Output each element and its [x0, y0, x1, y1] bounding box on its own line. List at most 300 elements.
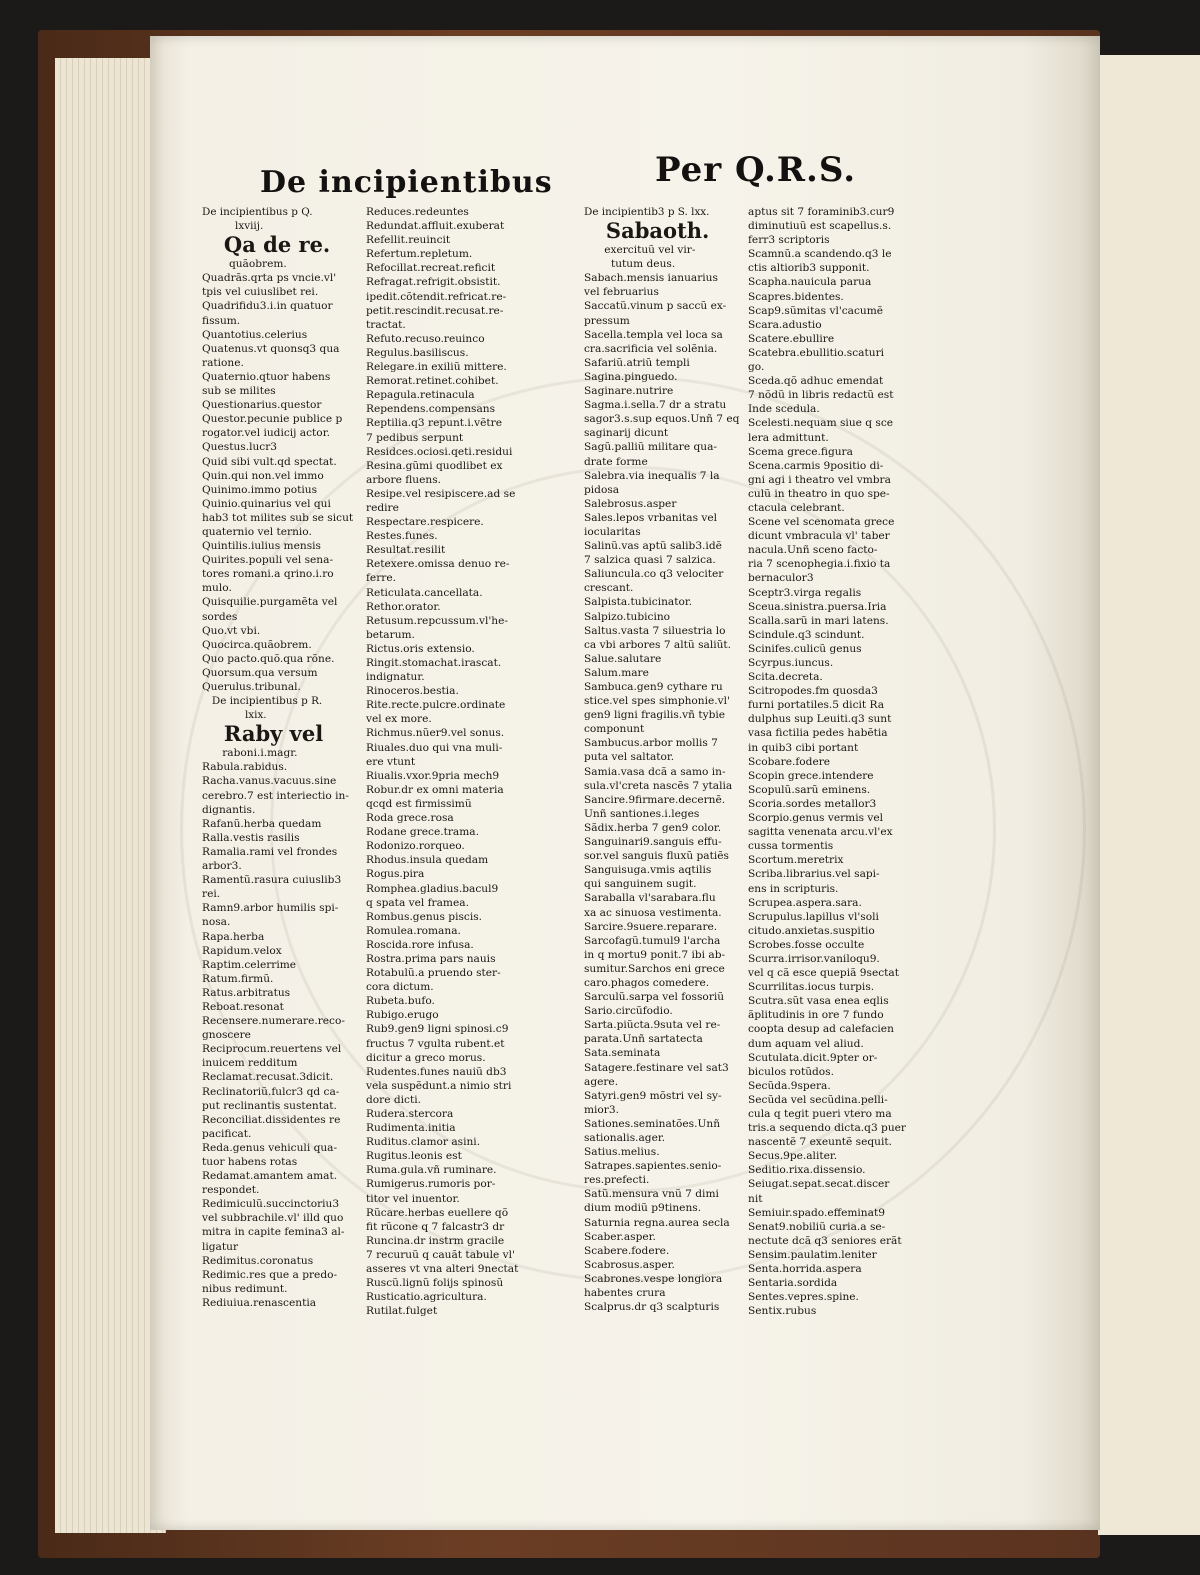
- entry-line: Rependens.compensans: [366, 403, 496, 416]
- entry-line: Residces.ociosi.qeti.residui: [366, 445, 513, 458]
- entry-line: betarum.: [366, 628, 415, 641]
- entry-line: Satyri.gen9 mõstri vel sy-: [584, 1089, 722, 1102]
- entry-line: Saraballa vl'sarabara.flu: [584, 892, 716, 905]
- entry-line: Sarta.piũcta.9suta vel re-: [584, 1019, 721, 1032]
- entry-line: ctis altiorib3 supponit.: [748, 262, 870, 275]
- entry-line: Saccatũ.vinum p saccũ ex-: [584, 300, 727, 313]
- entry-line: vela suspẽdunt.a nimio stri: [366, 1079, 512, 1092]
- entry-line: Quintilis.iulius mensis: [202, 540, 321, 553]
- text-column-1: [202, 205, 367, 1310]
- entry-line: Scapha.nauicula parua: [748, 276, 872, 289]
- entry-line: mulo.: [202, 582, 232, 595]
- entry-line: lxix.: [202, 709, 267, 722]
- entry-line: De incipientibus p Q.: [202, 206, 313, 218]
- entry-line: Scabere.fodere.: [584, 1244, 670, 1257]
- entry-line: dignantis.: [202, 803, 256, 816]
- entry-line: mior3.: [584, 1103, 619, 1116]
- entry-line: Raptim.celerrime: [202, 958, 297, 971]
- entry-line: dore dicti.: [366, 1093, 421, 1106]
- entry-line: mitra in capite femina3 al-: [202, 1226, 345, 1239]
- entry-line: cra.sacrificia vel solẽnia.: [584, 342, 718, 355]
- entry-line: Rubeta.bufo.: [366, 995, 435, 1008]
- entry-line: exercituũ vel vir-: [584, 244, 696, 257]
- entry-line: dicitur a greco morus.: [366, 1051, 486, 1064]
- entry-line: gni agi i theatro vel vmbra: [748, 473, 891, 486]
- entry-line: agere.: [584, 1075, 619, 1088]
- entry-line: Ruscũ.lignũ folijs spinosũ: [366, 1277, 504, 1290]
- entry-line: Salue.salutare: [584, 652, 662, 665]
- entry-line: Refertum.repletum.: [366, 248, 473, 261]
- entry-line: Scrupea.aspera.sara.: [748, 896, 862, 909]
- entry-line: indignatur.: [366, 671, 425, 684]
- entry-line: Salebra.via inequalis 7 la: [584, 469, 720, 482]
- entry-line: Reda.genus vehiculi qua-: [202, 1141, 338, 1154]
- entry-line: quãobrem.: [202, 258, 287, 271]
- entry-line: diminutiuũ est scapellus.s.: [748, 220, 892, 233]
- entry-line: ferr3 scriptoris: [748, 234, 830, 247]
- text-column-3: [584, 205, 749, 1314]
- entry-line: Rogus.pira: [366, 868, 425, 881]
- entry-line: Scutra.sũt vasa enea eqlis: [748, 995, 889, 1008]
- entry-line: Sceptr3.virga regalis: [748, 586, 862, 599]
- entry-line: inuicem redditum: [202, 1057, 298, 1070]
- entry-line: Rapa.herba: [202, 930, 265, 943]
- entry-line: Quantotius.celerius: [202, 328, 308, 341]
- entry-line: 7 nõdũ in libris redactũ est: [748, 389, 894, 402]
- entry-line: Salebrosus.asper: [584, 497, 677, 510]
- entry-line: rei.: [202, 888, 221, 901]
- entry-line: Questionarius.questor: [202, 399, 322, 412]
- entry-line: nascentẽ 7 exeuntẽ sequit.: [748, 1136, 892, 1149]
- entry-line: Ruma.gula.vñ ruminare.: [366, 1164, 497, 1177]
- entry-line: Sationes.seminatões.Unñ: [584, 1117, 721, 1130]
- entry-line: Scopulũ.sarũ eminens.: [748, 783, 871, 796]
- section-heading: Raby vel: [202, 721, 324, 747]
- entry-line: Scitropodes.fm quosda3: [748, 685, 878, 698]
- entry-line: nacula.Unñ sceno facto-: [748, 544, 878, 557]
- entry-line: Quatenus.vt quonsq3 qua: [202, 342, 340, 355]
- entry-line: Scorpio.genus vermis vel: [748, 812, 884, 825]
- entry-line: Satrapes.sapientes.senio-: [584, 1160, 722, 1173]
- entry-line: biculos rotũdos.: [748, 1065, 834, 1078]
- entry-line: Sceda.qõ adhuc emendat: [748, 375, 884, 388]
- entry-line: ctacula celebrant.: [748, 501, 845, 514]
- entry-line: Sarcire.9suere.reparare.: [584, 920, 718, 933]
- entry-line: in q mortu9 ponit.7 ibi ab-: [584, 948, 726, 961]
- entry-line: Senat9.nobiliũ curia.a se-: [748, 1220, 886, 1233]
- entry-line: Romphea.gladius.bacul9: [366, 882, 499, 895]
- entry-line: Reclamat.recusat.3dicit.: [202, 1071, 334, 1084]
- entry-line: Sentes.vepres.spine.: [748, 1291, 859, 1304]
- entry-line: Rutilat.fulget: [366, 1305, 438, 1318]
- entry-line: Rub9.gen9 ligni spinosi.c9: [366, 1023, 509, 1036]
- entry-line: Ratus.arbitratus: [202, 986, 291, 999]
- entry-line: tpis vel cuiuslibet rei.: [202, 286, 319, 299]
- entry-line: Scrupulus.lapillus vl'soli: [748, 910, 879, 923]
- entry-line: Scatebra.ebullitio.scaturi: [748, 346, 885, 359]
- entry-line: Runcina.dr instrm gracile: [366, 1234, 505, 1247]
- entry-line: Ratum.firmũ.: [202, 972, 274, 985]
- entry-line: Scelesti.nequam siue q sce: [748, 417, 894, 430]
- entry-line: Quo pacto.quõ.qua rõne.: [202, 652, 335, 665]
- entry-line: Reduces.redeuntes: [366, 206, 469, 218]
- entry-line: Regulus.basiliscus.: [366, 346, 469, 359]
- entry-line: ria 7 scenophegia.i.fixio ta: [748, 558, 891, 571]
- entry-line: Rhodus.insula quedam: [366, 854, 489, 867]
- entry-line: Sarcofagũ.tumul9 l'archa: [584, 934, 721, 947]
- entry-line: ratione.: [202, 356, 244, 369]
- entry-line: quaternio vel ternio.: [202, 525, 312, 538]
- entry-line: rogator.vel iudicij actor.: [202, 427, 330, 440]
- entry-line: Ralla.vestis rasilis: [202, 831, 300, 844]
- entry-line: Reboat.resonat: [202, 1000, 284, 1013]
- entry-line: ligatur: [202, 1240, 239, 1253]
- entry-line: Sambuca.gen9 cythare ru: [584, 681, 723, 693]
- entry-line: Scutulata.dicit.9pter or-: [748, 1051, 878, 1064]
- entry-line: De incipientib3 p S. lxx.: [584, 206, 710, 218]
- entry-line: coopta desup ad calefacien: [748, 1023, 894, 1036]
- entry-line: Quadrifidu3.i.in quatuor: [202, 300, 333, 313]
- entry-line: Rabula.rabidus.: [202, 761, 288, 774]
- entry-line: Scabrosus.asper.: [584, 1258, 675, 1271]
- entry-line: lxviij.: [202, 220, 264, 233]
- entry-line: Sceua.sinistra.puersa.Iria: [748, 600, 887, 613]
- entry-line: Rite.recte.pulcre.ordinate: [366, 699, 506, 712]
- entry-line: Rethor.orator.: [366, 600, 441, 613]
- entry-line: cula q tegit pueri vtero ma: [748, 1108, 892, 1120]
- entry-line: Scobare.fodere: [748, 755, 831, 768]
- entry-line: nibus redimunt.: [202, 1282, 288, 1295]
- entry-line: 7 recuruũ q cauãt tabule vl': [366, 1248, 515, 1261]
- entry-line: Scara.adustio: [748, 318, 822, 331]
- entry-line: ens in scripturis.: [748, 882, 839, 895]
- entry-line: componunt: [584, 723, 645, 736]
- entry-line: Quocirca.quãobrem.: [202, 638, 312, 651]
- entry-line: q spata vel framea.: [366, 896, 469, 909]
- entry-line: vel subbrachile.vl' illd quo: [202, 1212, 344, 1225]
- entry-line: Scurra.irrisor.vaniloqu9.: [748, 952, 880, 965]
- entry-line: Querulus.tribunal.: [202, 681, 301, 693]
- entry-line: Rediuiua.renascentia: [202, 1296, 317, 1309]
- entry-line: asseres vt vna alteri 9nectat: [366, 1263, 519, 1276]
- entry-line: Rubigo.erugo: [366, 1009, 439, 1022]
- entry-line: Sambucus.arbor mollis 7: [584, 737, 718, 750]
- entry-line: Refragat.refrigit.obsistit.: [366, 276, 501, 289]
- entry-line: Samia.vasa dcã a samo in-: [584, 765, 726, 778]
- entry-line: nosa.: [202, 916, 231, 929]
- entry-line: in quib3 cibi portant: [748, 741, 859, 754]
- entry-line: Reticulata.cancellata.: [366, 586, 483, 599]
- entry-line: Quinimo.immo potius: [202, 483, 318, 496]
- entry-line: Rũcare.herbas euellere qõ: [366, 1206, 509, 1219]
- entry-line: Scopin grece.intendere: [748, 769, 874, 782]
- entry-line: Scindule.q3 scindunt.: [748, 628, 865, 641]
- entry-line: Scalla.sarũ in mari latens.: [748, 614, 889, 627]
- entry-line: Scrobes.fosse occulte: [748, 938, 865, 951]
- entry-line: Sanguisuga.vmis aqtilis: [584, 864, 712, 877]
- entry-line: Resultat.resilit: [366, 544, 446, 557]
- entry-line: ca vbi arbores 7 altũ saliũt.: [584, 638, 732, 651]
- entry-line: ere vtunt: [366, 755, 416, 768]
- entry-line: Salpizo.tubicino: [584, 610, 671, 623]
- entry-line: Saturnia regna.aurea secla: [584, 1216, 730, 1229]
- entry-line: Sentix.rubus: [748, 1305, 817, 1318]
- entry-line: Sentaria.sordida: [748, 1277, 838, 1290]
- entry-line: vel februarius: [584, 286, 659, 299]
- entry-line: Roscida.rore infusa.: [366, 938, 474, 951]
- entry-line: ipedit.cõtendit.refricat.re-: [366, 290, 507, 303]
- entry-line: tuor habens rotas: [202, 1156, 298, 1168]
- entry-line: vel q cã esce quepiã 9sectat: [748, 967, 899, 980]
- running-title-left: De incipientibus: [260, 165, 553, 200]
- entry-line: Satagere.festinare vel sat3: [584, 1061, 729, 1074]
- entry-line: Sacella.templa vel loca sa: [584, 328, 723, 341]
- entry-line: arbor3.: [202, 860, 242, 873]
- entry-line: Scaber.asper.: [584, 1230, 656, 1243]
- entry-line: Refellit.reuincit: [366, 234, 451, 247]
- entry-line: stice.vel spes simphonie.vl': [584, 695, 730, 708]
- entry-line: Quin.qui non.vel immo: [202, 469, 324, 482]
- entry-line: parata.Unñ sartatecta: [584, 1033, 703, 1046]
- entry-line: Relegare.in exiliũ mittere.: [366, 361, 507, 374]
- entry-line: Rusticatio.agricultura.: [366, 1291, 487, 1304]
- entry-line: Redamat.amantem amat.: [202, 1170, 338, 1183]
- entry-line: fructus 7 vgulta rubent.et: [366, 1037, 505, 1050]
- section-heading: Sabaoth.: [584, 218, 710, 244]
- entry-line: Sãdix.herba 7 gen9 color.: [584, 821, 722, 834]
- entry-line: crescant.: [584, 582, 634, 595]
- entry-line: Quid sibi vult.qd spectat.: [202, 455, 337, 468]
- entry-line: puta vel saltator.: [584, 751, 675, 764]
- entry-line: Scinifes.culicũ genus: [748, 642, 862, 655]
- entry-line: Redimic.res que a predo-: [202, 1268, 338, 1281]
- entry-line: Satũ.mensura vnũ 7 dimi: [584, 1188, 719, 1201]
- entry-line: sagitta venenata arcu.vl'ex: [748, 826, 893, 839]
- entry-line: Romulea.romana.: [366, 924, 461, 937]
- entry-line: xa ac sinuosa vestimenta.: [584, 906, 722, 919]
- entry-line: Scabrones.vespe longiora: [584, 1272, 723, 1285]
- entry-line: Repagula.retinacula: [366, 389, 475, 402]
- entry-line: Sata.seminata: [584, 1047, 661, 1060]
- entry-line: Quisquilie.purgamẽta vel: [202, 596, 338, 609]
- entry-line: Rapidum.velox: [202, 944, 282, 957]
- adjacent-page-edge: [1098, 55, 1200, 1535]
- entry-line: saginarij dicunt: [584, 427, 669, 440]
- entry-line: De incipientibus p R.: [202, 695, 323, 708]
- entry-line: Robur.dr ex omni materia: [366, 783, 504, 796]
- section-heading: Qa de re.: [202, 232, 331, 258]
- entry-line: 7 pedibus serpunt: [366, 431, 464, 444]
- entry-line: tores romani.a qrino.i.ro: [202, 568, 334, 581]
- entry-line: Retexere.omissa denuo re-: [366, 558, 510, 571]
- entry-line: Scene vel scenomata grece: [748, 516, 895, 529]
- entry-line: gen9 ligni fragilis.vñ tybie: [584, 709, 726, 722]
- entry-line: sor.vel sanguis fluxũ patiẽs: [584, 850, 729, 863]
- entry-line: pacificat.: [202, 1127, 252, 1140]
- entry-line: Scriba.librarius.vel sapi-: [748, 868, 880, 881]
- entry-line: nectute dcã q3 seniores erãt: [748, 1234, 902, 1247]
- entry-line: Reciprocum.reuertens vel: [202, 1043, 342, 1056]
- entry-line: Redimitus.coronatus: [202, 1254, 314, 1267]
- entry-line: Rictus.oris extensio.: [366, 642, 475, 655]
- entry-line: Restes.funes.: [366, 530, 438, 543]
- entry-line: cussa tormentis: [748, 840, 834, 853]
- entry-line: Salinũ.vas aptũ salib3.idẽ: [584, 540, 722, 553]
- entry-line: Racha.vanus.vacuus.sine: [202, 775, 337, 788]
- entry-line: Inde scedula.: [748, 403, 820, 416]
- entry-line: Salum.mare: [584, 666, 649, 679]
- entry-line: go.: [748, 361, 765, 374]
- entry-line: caro.phagos comedere.: [584, 976, 710, 989]
- entry-line: Remorat.retinet.cohibet.: [366, 375, 499, 388]
- entry-line: Recensere.numerare.reco-: [202, 1015, 345, 1028]
- entry-line: raboni.i.magr.: [202, 747, 298, 760]
- entry-line: ãplitudinis in ore 7 fundo: [748, 1009, 884, 1022]
- entry-line: tris.a sequendo dicta.q3 puer: [748, 1122, 906, 1135]
- entry-line: Sagma.i.sella.7 dr a stratu: [584, 399, 727, 412]
- entry-line: Sagina.pinguedo.: [584, 370, 678, 383]
- entry-line: Scyrpus.iuncus.: [748, 657, 834, 669]
- entry-line: qui sanguinem sugit.: [584, 878, 697, 891]
- entry-line: Ringit.stomachat.irascat.: [366, 657, 502, 669]
- entry-line: Roda grece.rosa: [366, 812, 454, 825]
- entry-line: cerebro.7 est interiectio in-: [202, 789, 349, 802]
- entry-line: Secus.9pe.aliter.: [748, 1150, 838, 1163]
- entry-line: Saliuncula.co q3 velociter: [584, 568, 724, 581]
- entry-line: Quo.vt vbi.: [202, 624, 261, 637]
- entry-line: dium modiũ p9tinens.: [584, 1202, 702, 1215]
- entry-line: dum aquam vel aliud.: [748, 1037, 864, 1050]
- entry-line: Scoria.sordes metallor3: [748, 797, 877, 810]
- entry-line: Scurrilitas.iocus turpis.: [748, 981, 875, 994]
- entry-line: furni portatiles.5 dicit Ra: [748, 699, 885, 712]
- entry-line: Scamnũ.a scandendo.q3 le: [748, 248, 892, 261]
- entry-line: culũ in theatro in quo spe-: [748, 487, 890, 500]
- entry-line: Riualis.vxor.9pria mech9: [366, 769, 500, 782]
- entry-line: sationalis.ager.: [584, 1132, 666, 1144]
- entry-line: Respectare.respicere.: [366, 516, 484, 529]
- entry-line: Refocillat.recreat.reficit: [366, 262, 496, 275]
- entry-line: Riuales.duo qui vna muli-: [366, 741, 503, 754]
- entry-line: Semiuir.spado.effeminat9: [748, 1206, 885, 1219]
- entry-line: Rostra.prima pars nauis: [366, 952, 496, 965]
- entry-line: titor vel inuentor.: [366, 1192, 460, 1205]
- entry-line: Saginare.nutrire: [584, 385, 674, 398]
- entry-line: put reclinantis sustentat.: [202, 1099, 337, 1112]
- entry-line: Sales.lepos vrbanitas vel: [584, 511, 718, 524]
- entry-line: Rudera.stercora: [366, 1108, 454, 1120]
- entry-line: Sensim.paulatim.leniter: [748, 1248, 877, 1261]
- entry-line: Saltus.vasta 7 siluestria lo: [584, 624, 726, 637]
- entry-line: drate forme: [584, 455, 648, 468]
- entry-line: sordes: [202, 610, 238, 623]
- entry-line: Sabach.mensis ianuarius: [584, 272, 718, 285]
- entry-line: Retusum.repcussum.vl'he-: [366, 614, 508, 627]
- entry-line: Refuto.recuso.reuinco: [366, 332, 485, 345]
- entry-line: redire: [366, 501, 399, 514]
- entry-line: Scatere.ebullire: [748, 332, 835, 345]
- running-title-right: Per Q.R.S.: [655, 150, 857, 190]
- entry-line: aptus sit 7 foraminib3.cur9: [748, 206, 895, 218]
- entry-line: Rodonizo.rorqueo.: [366, 840, 465, 853]
- entry-line: Ramn9.arbor humilis spi-: [202, 902, 339, 915]
- entry-line: Scalprus.dr q3 scalpturis: [584, 1301, 720, 1314]
- entry-line: Satius.melius.: [584, 1146, 660, 1159]
- entry-line: Ruditus.clamor asini.: [366, 1136, 481, 1149]
- entry-line: sumitur.Sarchos eni grece: [584, 962, 725, 975]
- entry-line: Scena.carmis 9positio di-: [748, 459, 884, 472]
- entry-line: dulphus sup Leuiti.q3 sunt: [748, 713, 892, 726]
- entry-line: Questor.pecunie publice p: [202, 413, 343, 426]
- entry-line: Secũda.9spera.: [748, 1079, 831, 1092]
- entry-line: Quadrãs.qrta ps vncie.vl': [202, 272, 337, 285]
- entry-line: sula.vl'creta nascẽs 7 ytalia: [584, 779, 733, 792]
- entry-line: petit.rescindit.recusat.re-: [366, 304, 504, 317]
- entry-line: fissum.: [202, 314, 241, 327]
- entry-line: tractat.: [366, 318, 406, 331]
- entry-line: Quinio.quinarius vel qui: [202, 497, 331, 510]
- entry-line: pressum: [584, 314, 630, 327]
- entry-line: lera admittunt.: [748, 431, 829, 444]
- entry-line: res.prefecti.: [584, 1174, 650, 1187]
- entry-line: Reclinatoriũ.fulcr3 qd ca-: [202, 1085, 340, 1098]
- entry-line: Rudimenta.initia: [366, 1122, 456, 1135]
- entry-line: Rugitus.leonis est: [366, 1150, 462, 1163]
- entry-line: Ramentũ.rasura cuiuslib3: [202, 874, 342, 887]
- entry-line: Rinoceros.bestia.: [366, 685, 459, 698]
- entry-line: iocularitas: [584, 525, 641, 538]
- text-column-4: [748, 205, 918, 1318]
- entry-line: Rumigerus.rumoris por-: [366, 1178, 496, 1191]
- entry-line: Sagũ.palliũ militare qua-: [584, 441, 717, 454]
- entry-line: habentes crura: [584, 1287, 666, 1300]
- entry-line: Scema grece.figura: [748, 445, 853, 458]
- entry-line: Quirites.populi vel sena-: [202, 554, 334, 567]
- entry-line: Reptilia.q3 repunt.i.vẽtre: [366, 417, 503, 430]
- entry-line: Senta.horrida.aspera: [748, 1263, 862, 1276]
- entry-line: Reconciliat.dissidentes re: [202, 1113, 341, 1126]
- entry-line: fit rũcone q 7 falcastr3 dr: [366, 1220, 505, 1233]
- entry-line: Scapres.bidentes.: [748, 290, 844, 303]
- entry-line: Scita.decreta.: [748, 671, 823, 684]
- entry-line: Rotabulũ.a pruendo ster-: [366, 967, 501, 980]
- entry-line: cora dictum.: [366, 981, 434, 994]
- entry-line: hab3 tot milites sub se sicut: [202, 511, 354, 524]
- entry-line: Rafanũ.herba quedam: [202, 817, 322, 830]
- entry-line: Scortum.meretrix: [748, 854, 844, 867]
- entry-line: Rudentes.funes nauiũ db3: [366, 1065, 507, 1078]
- entry-line: gnoscere: [202, 1029, 251, 1042]
- entry-line: bernaculor3: [748, 572, 814, 585]
- entry-line: sagor3.s.sup equos.Unñ 7 eq: [584, 413, 740, 426]
- entry-line: citudo.anxietas.suspitio: [748, 924, 875, 937]
- entry-line: Sanguinari9.sanguis effu-: [584, 836, 722, 849]
- entry-line: Safariũ.atriũ templi: [584, 356, 690, 369]
- entry-line: 7 salzica quasi 7 salzica.: [584, 554, 716, 567]
- entry-line: tutum deus.: [584, 258, 676, 271]
- entry-line: vasa fictilia pedes habẽtia: [748, 727, 888, 740]
- entry-line: Unñ santiones.i.leges: [584, 807, 700, 820]
- entry-line: Quorsum.qua versum: [202, 666, 318, 679]
- entry-line: Richmus.nũer9.vel sonus.: [366, 727, 505, 740]
- entry-line: Secũda vel secũdina.pelli-: [748, 1093, 888, 1106]
- entry-line: Questus.lucr3: [202, 441, 278, 454]
- entry-line: respondet.: [202, 1184, 260, 1197]
- text-column-2: [366, 205, 546, 1318]
- entry-line: Resipe.vel resipiscere.ad se: [366, 487, 516, 500]
- entry-line: Redundat.affluit.exuberat: [366, 220, 505, 233]
- entry-line: Rombus.genus piscis.: [366, 910, 483, 923]
